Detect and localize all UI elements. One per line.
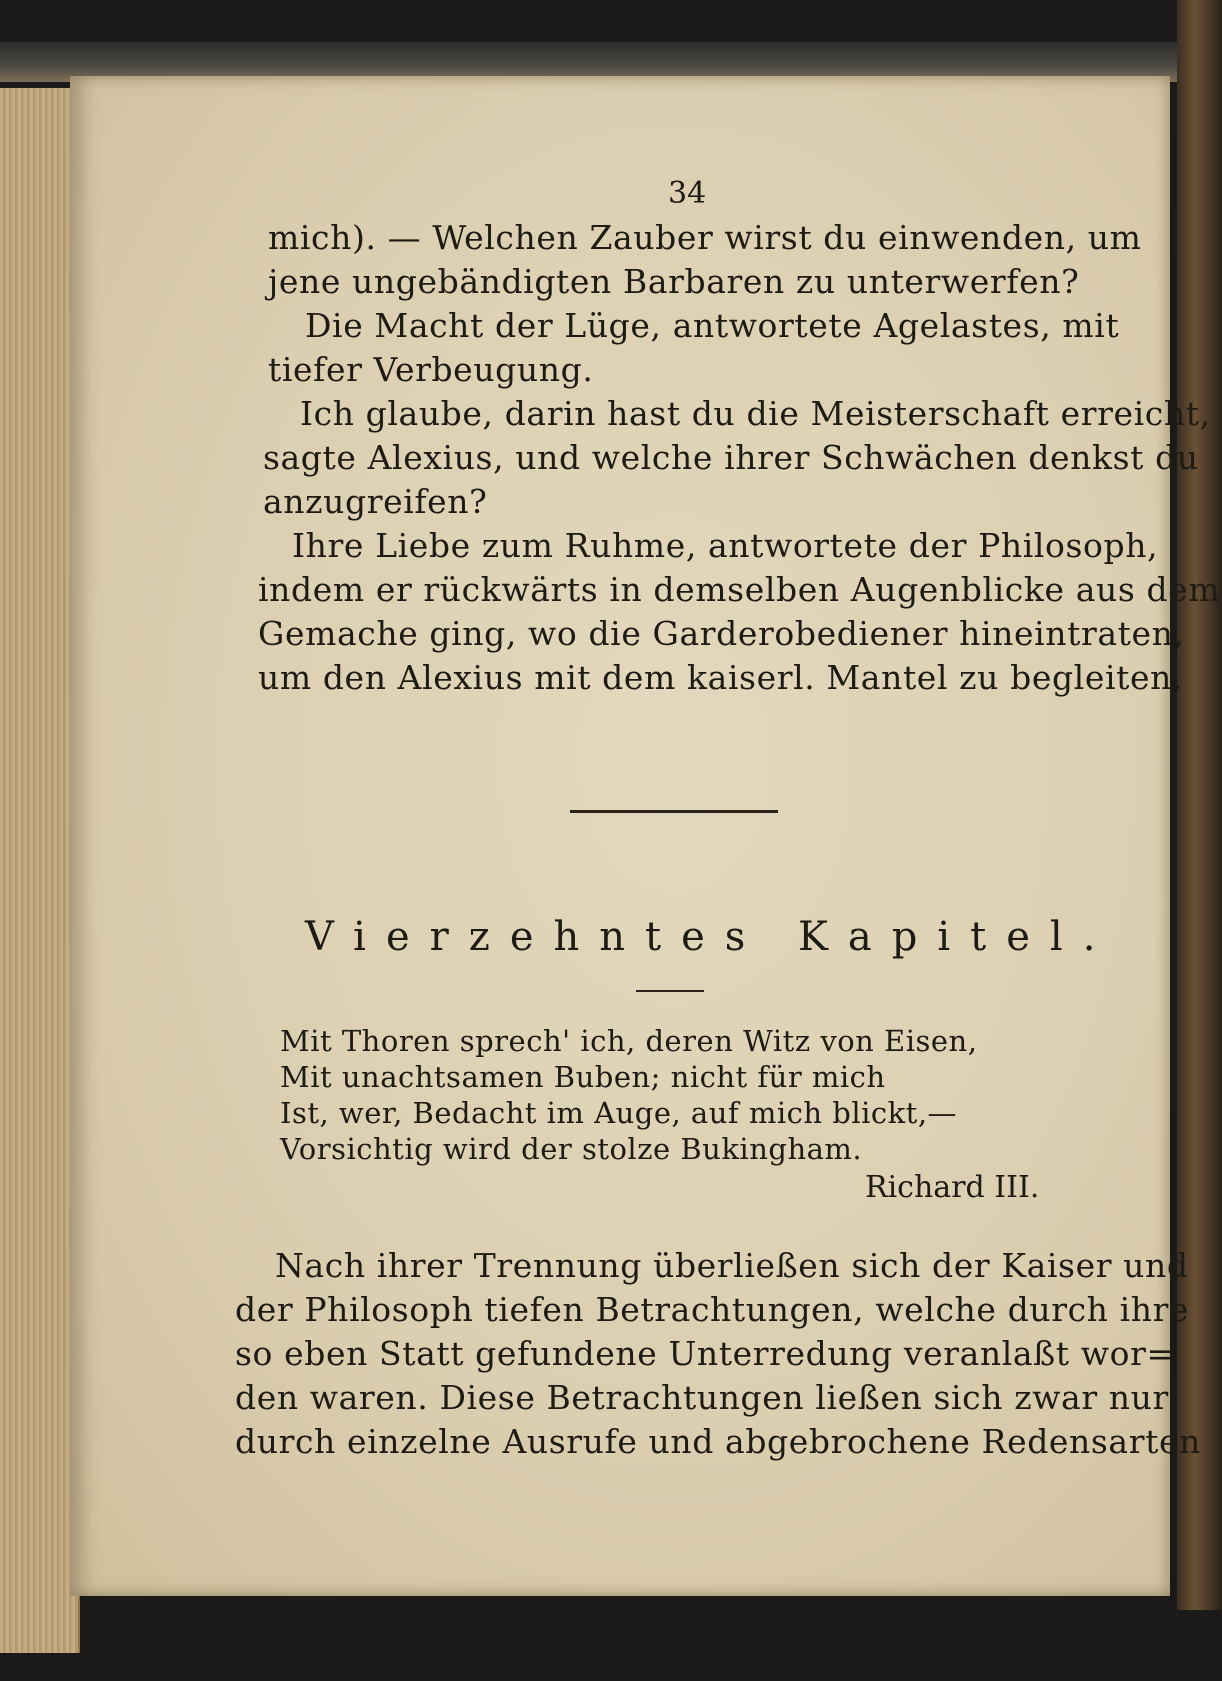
- text-line: Gemache ging, wo die Garderobediener hineintraten,: [258, 614, 1185, 653]
- text-line: der Philosoph tiefen Betrachtungen, welche durch ihre: [235, 1290, 1190, 1329]
- section-divider: [570, 810, 778, 813]
- text-line: den waren. Diese Betrachtungen ließen sich zwar nur: [235, 1378, 1169, 1417]
- text-line: mich). — Welchen Zauber wirst du einwenden, um: [268, 218, 1142, 257]
- text-line: durch einzelne Ausrufe und abgebrochene Redensarten: [235, 1422, 1201, 1461]
- page-number: 34: [668, 176, 707, 211]
- text-line: jene ungebändigten Barbaren zu unterwerfen?: [268, 262, 1080, 301]
- text-line: Ich glaube, darin hast du die Meisterschaft erreicht,: [300, 394, 1211, 433]
- epigraph-line: Mit Thoren sprech' ich, deren Witz von Eisen,: [280, 1024, 978, 1058]
- page-stack-edge: [0, 88, 80, 1653]
- text-line: Nach ihrer Trennung überließen sich der Kaiser und: [275, 1246, 1189, 1285]
- epigraph-line: Mit unachtsamen Buben; nicht für mich: [280, 1060, 886, 1094]
- text-line: indem er rückwärts in demselben Augenblicke aus dem: [258, 570, 1221, 609]
- text-line: anzugreifen?: [263, 482, 488, 521]
- text-line: Ihre Liebe zum Ruhme, antwortete der Philosoph,: [292, 526, 1159, 565]
- epigraph-attribution: Richard III.: [865, 1170, 1040, 1205]
- text-line: um den Alexius mit dem kaiserl. Mantel zu begleiten.: [258, 658, 1184, 697]
- text-line: Die Macht der Lüge, antwortete Agelastes, mit: [305, 306, 1120, 345]
- epigraph-line: Ist, wer, Bedacht im Auge, auf mich blickt,—: [280, 1096, 958, 1130]
- text-line: sagte Alexius, und welche ihrer Schwächen denkst du: [263, 438, 1199, 477]
- heading-underline: [636, 990, 704, 992]
- text-line: tiefer Verbeugung.: [268, 350, 594, 389]
- text-line: so eben Statt gefundene Unterredung veranlaßt wor=: [235, 1334, 1175, 1373]
- epigraph-line: Vorsichtig wird der stolze Bukingham.: [280, 1132, 863, 1166]
- chapter-heading: Vierzehntes Kapitel.: [305, 914, 1116, 960]
